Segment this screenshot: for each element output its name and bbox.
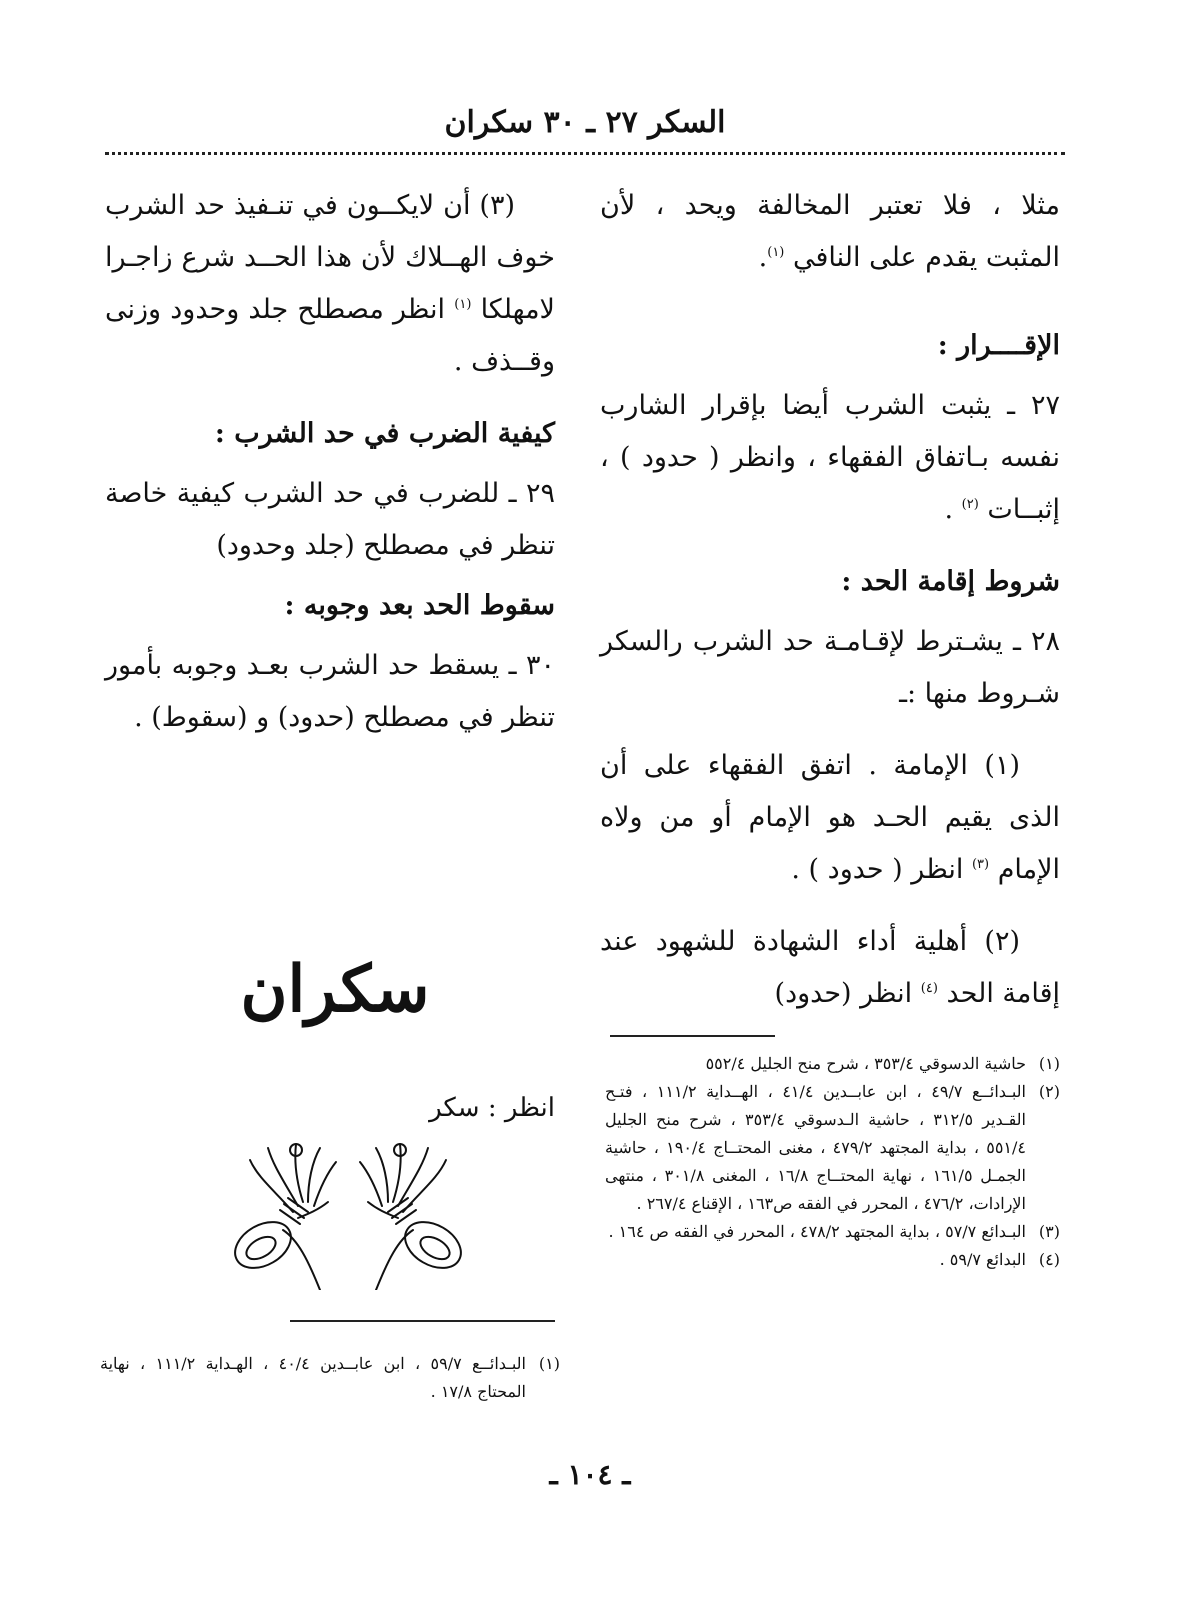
paragraph-29: ٢٩ ـ للضرب في حد الشرب كيفية خاصة تنظر في مصطلح (جلد وحدود) bbox=[105, 478, 555, 561]
footnote-ref[interactable]: (٤) bbox=[920, 981, 938, 996]
paragraph-28-item-1: (١) الإمامة . اتفق الفقهاء على أن الذى يقيم الحـد هو الإمام أو من ولاه الإمام $^{(٣)}$ انظر ( حدود ) . bbox=[600, 750, 1060, 885]
ornament-flourish bbox=[228, 1140, 468, 1290]
paragraph-27: ٢٧ ـ يثبت الشرب أيضا بإقرار الشارب نفسه بـاتفاق الفقهاء ، وانظر ( حدود ) ، إثبــات $^{(٢)}$ . bbox=[600, 390, 1060, 525]
footnote: (٤) البدائع ٥٩/٧ . bbox=[939, 1250, 1060, 1269]
section-heading-conditions: شروط إقامة الحد : bbox=[841, 566, 1060, 597]
footnote: (٣) البـدائع ٥٧/٧ ، بداية المجتهد ٤٧٨/٢ ، المحرر في الفقه ص ١٦٤ . bbox=[608, 1222, 1060, 1241]
footnotes-right bbox=[605, 1050, 1060, 1274]
footnote-ref[interactable]: (١) bbox=[767, 245, 785, 260]
paragraph-30: ٣٠ ـ يسقط حد الشرب بعـد وجوبه بأمور تنظر في مصطلح (حدود) و (سقوط) . bbox=[105, 650, 555, 733]
footnote-ref[interactable]: (١) bbox=[454, 297, 472, 312]
right-column bbox=[600, 180, 1060, 1020]
running-header: السكر ٢٧ ـ ٣٠ سكران bbox=[444, 105, 726, 140]
footnote-separator bbox=[610, 1035, 775, 1037]
page-number: ـ ١٠٤ ـ bbox=[549, 1458, 631, 1491]
ornament-left-half bbox=[228, 1144, 336, 1290]
footnotes-left bbox=[100, 1350, 560, 1406]
paragraph-28: ٢٨ ـ يشـترط لإقـامـة حد الشرب رالسكر شـروط منها :ـ bbox=[600, 626, 1060, 709]
footnote-ref[interactable]: (٢) bbox=[961, 497, 979, 512]
section-heading-lapse: سقوط الحد بعد وجوبه : bbox=[284, 590, 555, 621]
footnote: (٢) البـدائــع ٤٩/٧ ، ابن عابــدين ٤١/٤ ، الهــداية ١١١/٢ ، فتـح القـدير ٣١٢/٥ ، حاشية الـدسوقي ٣٥٣/٤ ، شرح منح الجليل ٥٥١/٤ ، بداية المجتهد ٤٧٩/٢ ، مغنى المحتــاج ١٩٠/٤ ، حاشية الجمـل ١٦١/٥ ، نهاية المحتــاج ١٦/٨ ، المغنى ٣٠١/٨ ، منتهى الإرادات، ٤٧٦/٢ ، المحرر في الفقه ص١٦٣ ، الإقناع ٢٦٧/٤ . bbox=[605, 1082, 1060, 1213]
footnote-separator bbox=[290, 1320, 555, 1322]
footnote-ref[interactable]: (٣) bbox=[971, 857, 990, 872]
left-column bbox=[105, 180, 555, 744]
entry-title: سكران bbox=[240, 952, 430, 1027]
paragraph-continuation: مثلا ، فلا تعتبر المخالفة ويحد ، لأن المثبت يقدم على النافي $^{(١)}$. bbox=[600, 190, 1060, 273]
footnote: (١) البـدائــع ٥٩/٧ ، ابن عابــدين ٤٠/٤ ، الهـداية ١١١/٢ ، نهاية المحتاج ١٧/٨ . bbox=[100, 1354, 560, 1401]
ornament-right-half bbox=[360, 1144, 468, 1290]
footnote: (١) حاشية الدسوقي ٣٥٣/٤ ، شرح منح الجليل ٥٥٢/٤ bbox=[705, 1054, 1060, 1073]
section-heading-manner: كيفية الضرب في حد الشرب : bbox=[214, 418, 555, 449]
paragraph-28-item-3: (٣) أن لايكــون في تنـفيذ حد الشرب خوف الهــلاك لأن هذا الحــد شرع زاجـرا لامهلكا $^{(١)}$ انظر مصطلح جلد وحدود وزنى وقــذف . bbox=[105, 190, 555, 377]
header-dotted-rule bbox=[105, 152, 1065, 155]
section-heading-iqrar: الإقــــرار : bbox=[937, 330, 1060, 361]
paragraph-28-item-2: (٢) أهلية أداء الشهادة للشهود عند إقامة الحد $^{(٤)}$ انظر (حدود) bbox=[600, 926, 1060, 1009]
see-also-reference[interactable]: انظر : سكر bbox=[429, 1093, 555, 1123]
